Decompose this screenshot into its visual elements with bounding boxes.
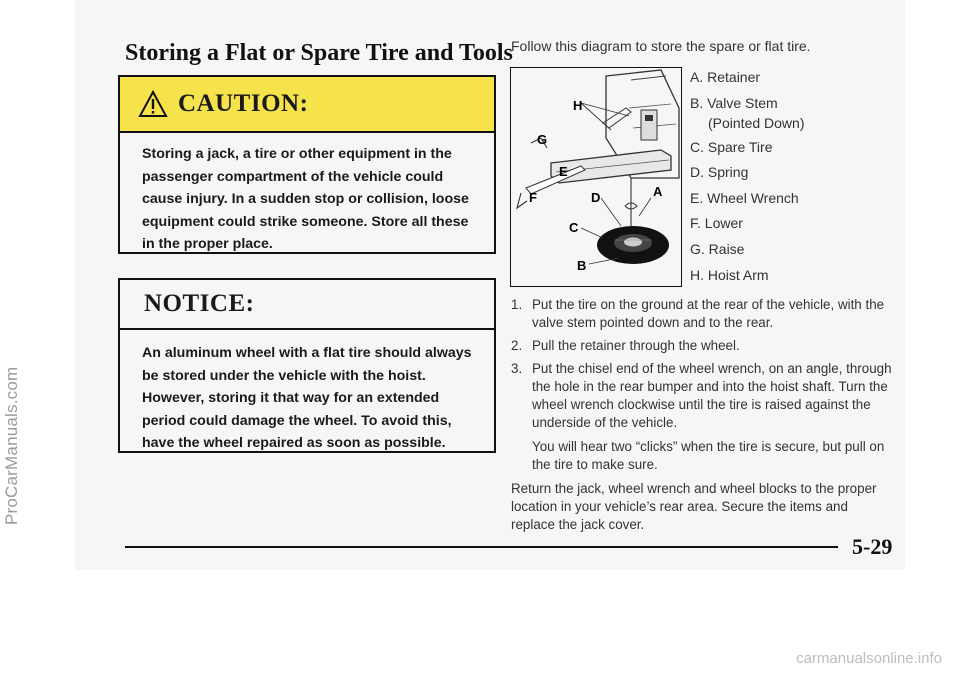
caution-line: passenger compartment of the vehicle could (142, 168, 444, 185)
spare-tire-diagram (510, 67, 682, 287)
notice-header (120, 280, 494, 330)
step-text: Put the chisel end of the wheel wrench, on an angle, through the hole in the rear bumper and into the hoist shaft. Turn the wheel wrench clockwise until the tire is raised against the underside of the vehicle. (532, 361, 892, 430)
legend-text: Raise (708, 240, 745, 257)
step-item (511, 360, 893, 432)
legend-key: B. (690, 94, 704, 111)
legend-key: E. (690, 189, 704, 206)
legend-text: Retainer (707, 69, 761, 85)
notice-line: period could damage the wheel. To avoid this, (142, 412, 452, 429)
diagram-label-g: G (537, 132, 548, 147)
diagram-intro: Follow this diagram to store the spare or flat tire. (511, 38, 811, 54)
caution-line: equipment could strike someone. Store all these (142, 213, 469, 230)
caution-header (120, 77, 494, 133)
legend-text: Lower (704, 215, 743, 232)
legend-subtext: (Pointed Down) (708, 114, 805, 131)
step-note: You will hear two “clicks” when the tire is secure, but pull on the tire to make sure. (532, 439, 885, 472)
legend-text: Hoist Arm (707, 266, 769, 283)
legend-key: F. (690, 215, 701, 232)
diagram-label-h: H (573, 98, 583, 113)
legend-item (690, 92, 805, 136)
step-text: Pull the retainer through the wheel. (532, 338, 740, 353)
diagram-label-a: A (653, 184, 663, 199)
notice-title: NOTICE: (144, 290, 255, 317)
notice-line: However, storing it that way for an extended (142, 390, 440, 406)
diagram-label-c: C (569, 220, 579, 235)
side-watermark-text: ProCarManuals.com (2, 366, 21, 525)
diagram-label-d: D (591, 190, 601, 205)
step-number: 2. (511, 338, 523, 353)
legend-key: D. (690, 164, 704, 181)
legend-item (690, 212, 805, 238)
caution-line: in the proper place. (142, 236, 273, 252)
legend-text: Spring (707, 164, 749, 181)
step-text: Put the tire on the ground at the rear of the vehicle, with the valve stem pointed down and to the rear. (532, 297, 885, 330)
notice-line: be stored under the vehicle with the hoist. (142, 367, 426, 384)
diagram-label-e: E (559, 164, 568, 179)
notice-line: An aluminum wheel with a flat tire should always (142, 345, 472, 361)
side-watermark (2, 366, 26, 525)
closing-paragraph: Return the jack, wheel wrench and wheel blocks to the proper location in your vehicle’s rear area. Secure the items and replace the jack cover. (511, 481, 877, 532)
legend-item (690, 136, 805, 162)
notice-box (118, 278, 496, 453)
diagram-label-f: F (529, 190, 537, 205)
caution-line: Storing a jack, a tire or other equipment in the (142, 146, 452, 162)
notice-text (120, 330, 494, 455)
legend-item (690, 238, 805, 264)
legend-item (690, 161, 805, 187)
diagram-label-b: B (577, 258, 587, 273)
legend-key: A. (690, 69, 704, 85)
diagram-legend (690, 66, 805, 289)
step-number: 3. (511, 361, 523, 376)
caution-line: cause injury. In a sudden stop or collision, loose (142, 191, 469, 207)
legend-key: G. (690, 240, 705, 257)
caution-box (118, 75, 496, 254)
legend-item (690, 66, 805, 92)
warning-triangle-icon (138, 90, 168, 118)
section-title: Storing a Flat or Spare Tire and Tools (125, 40, 513, 66)
legend-text: Spare Tire (707, 138, 773, 155)
legend-text: Valve Stem (707, 94, 778, 111)
legend-item (690, 264, 805, 290)
notice-line: have the wheel repaired as soon as possible. (142, 435, 446, 451)
footer-rule (125, 546, 838, 548)
legend-key: H. (690, 266, 704, 283)
page-number: 5-29 (852, 534, 893, 559)
caution-title: CAUTION: (178, 90, 309, 117)
legend-key: C. (690, 138, 704, 155)
step-number: 1. (511, 297, 523, 312)
legend-text: Wheel Wrench (707, 189, 799, 206)
diagram-illustration (511, 68, 681, 286)
legend-item (690, 187, 805, 213)
caution-text (120, 133, 494, 256)
step-item (511, 296, 893, 332)
footer-watermark: carmanualsonline.info (796, 650, 942, 667)
instruction-steps (511, 296, 893, 534)
step-item (511, 337, 893, 355)
